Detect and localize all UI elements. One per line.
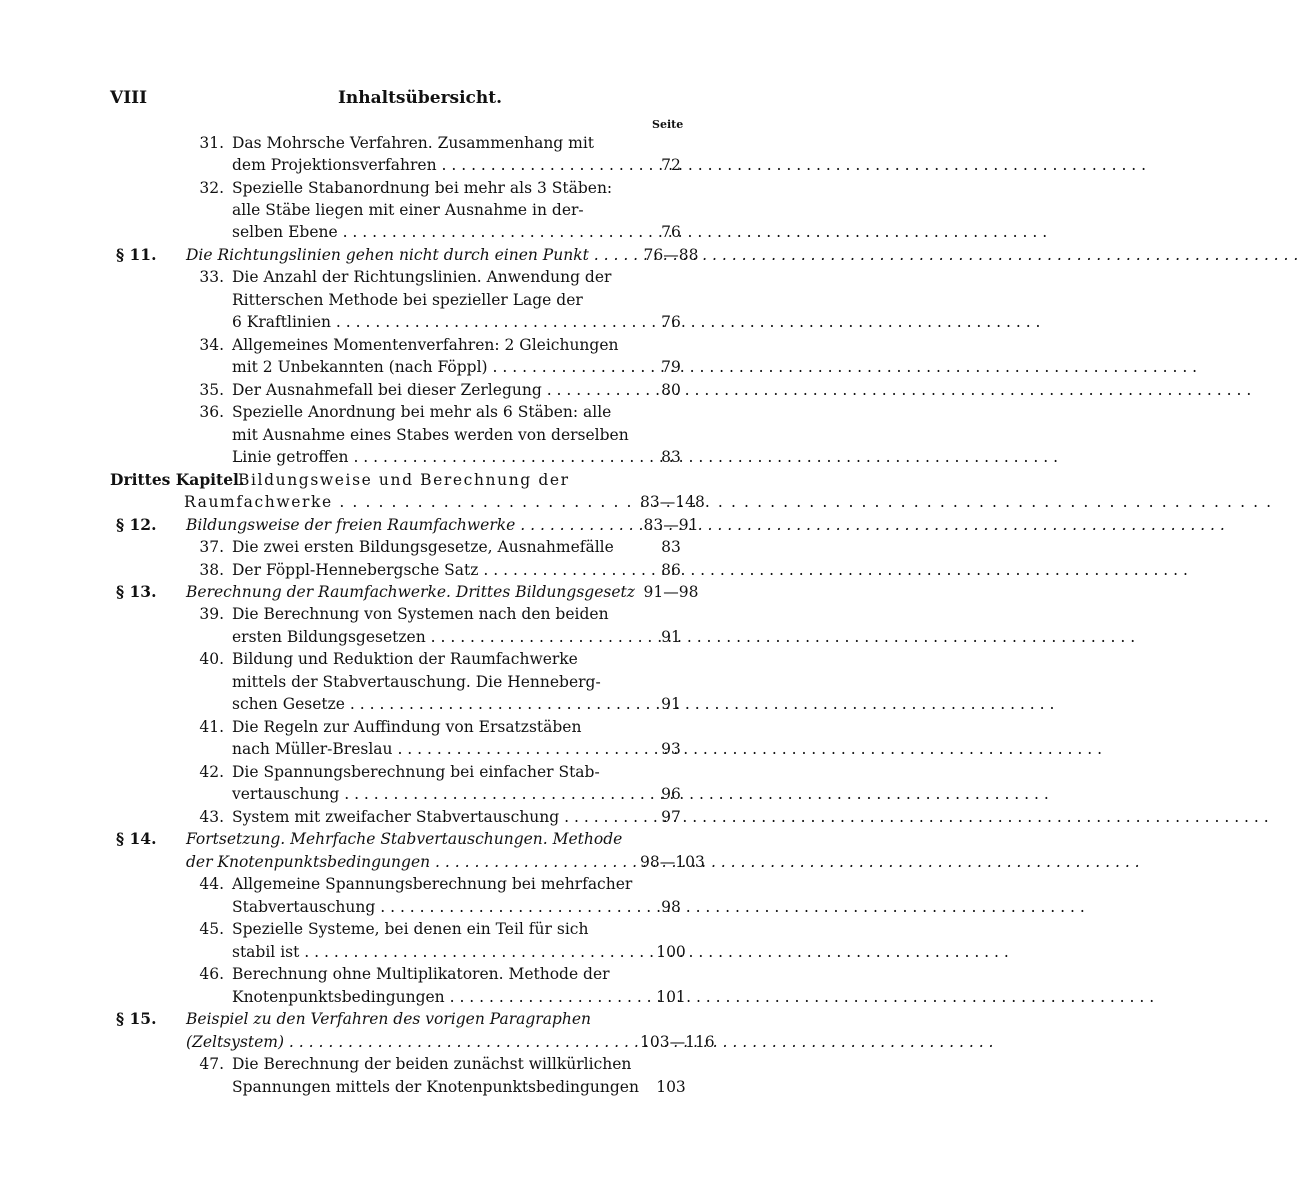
entry-text: Die Regeln zur Auffindung von Ersatzstäben bbox=[232, 718, 582, 736]
toc-line bbox=[0, 1008, 840, 1030]
entry-text: alle Stäbe liegen mit einer Ausnahme in der- bbox=[232, 201, 584, 219]
entry-text: Allgemeines Momentenverfahren: 2 Gleichungen bbox=[232, 336, 619, 354]
toc-line bbox=[0, 828, 840, 850]
entry-number: 31. bbox=[199, 134, 224, 152]
toc-line bbox=[0, 918, 840, 940]
entry-text: ersten Bildungsgesetzen . . . bbox=[232, 626, 628, 648]
toc-line bbox=[0, 716, 840, 738]
entry-text: Die Berechnung von Systemen nach den beiden bbox=[232, 605, 609, 623]
entry-number: 45. bbox=[199, 920, 224, 938]
entry-number: 37. bbox=[199, 538, 224, 556]
entry-page: 83 bbox=[661, 448, 681, 466]
entry-text: Knotenpunktsbedingungen . . . bbox=[232, 986, 628, 1008]
entry-text: dem Projektionsverfahren . . . bbox=[232, 154, 628, 176]
toc-line bbox=[0, 244, 840, 266]
entry-text: 6 Kraftlinien . . . bbox=[232, 311, 628, 333]
entry-text: Die Berechnung der beiden zunächst willkürlichen bbox=[232, 1055, 632, 1073]
entry-text: Das Mohrsche Verfahren. Zusammenhang mit bbox=[232, 134, 595, 152]
entry-text: Der Ausnahmefall bei dieser Zerlegung . . . bbox=[232, 379, 628, 401]
toc-line bbox=[0, 199, 840, 221]
toc-line bbox=[0, 1031, 840, 1053]
section-number: § 13. bbox=[116, 582, 157, 601]
entry-page: 76 bbox=[661, 313, 681, 331]
toc-line bbox=[0, 514, 840, 536]
toc-line bbox=[0, 671, 840, 693]
entry-page: 83 bbox=[661, 538, 681, 556]
entry-page: 98 bbox=[661, 898, 681, 916]
entry-page: 91 bbox=[661, 695, 681, 713]
page-number-roman: VIII bbox=[110, 88, 148, 108]
entry-text: Ritterschen Methode bei spezieller Lage der bbox=[232, 291, 583, 309]
toc-line bbox=[0, 1076, 840, 1098]
entry-number: 40. bbox=[199, 650, 224, 668]
toc-line bbox=[0, 266, 840, 288]
toc-line bbox=[0, 873, 840, 895]
toc-line bbox=[0, 536, 840, 558]
entry-text: Spannungen mittels der Knotenpunktsbedingungen bbox=[232, 1078, 639, 1096]
entry-page: 97 bbox=[661, 808, 681, 826]
entry-number: 42. bbox=[199, 763, 224, 781]
section-number: § 15. bbox=[116, 1009, 157, 1028]
section-title: Beispiel zu den Verfahren des vorigen Paragraphen bbox=[186, 1010, 591, 1028]
toc-line bbox=[0, 783, 840, 805]
entry-number: 46. bbox=[199, 965, 224, 983]
toc-line bbox=[0, 693, 840, 715]
entry-number: 32. bbox=[199, 179, 224, 197]
entry-text: Die zwei ersten Bildungsgesetze, Ausnahmefälle bbox=[232, 538, 614, 556]
toc-line bbox=[0, 603, 840, 625]
toc-line bbox=[0, 963, 840, 985]
toc-line bbox=[0, 581, 840, 603]
entry-text: Berechnung ohne Multiplikatoren. Methode der bbox=[232, 965, 610, 983]
toc-line bbox=[0, 154, 840, 176]
toc-line bbox=[0, 761, 840, 783]
entry-number: 43. bbox=[199, 808, 224, 826]
toc-line bbox=[0, 424, 840, 446]
toc-line bbox=[0, 806, 840, 828]
entry-page: 91 bbox=[661, 628, 681, 646]
toc-line bbox=[0, 289, 840, 311]
toc-line bbox=[0, 986, 840, 1008]
entry-page: 79 bbox=[661, 358, 681, 376]
entry-text: Linie getroffen . . . bbox=[232, 446, 628, 468]
section-number: § 11. bbox=[116, 245, 157, 264]
entry-number: 47. bbox=[199, 1055, 224, 1073]
entry-number: 33. bbox=[199, 268, 224, 286]
entry-page: 83—148 bbox=[640, 493, 705, 511]
entry-page: 80 bbox=[661, 381, 681, 399]
entry-number: 44. bbox=[199, 875, 224, 893]
section-title: (Zeltsystem) . . . bbox=[186, 1031, 628, 1053]
entry-text: Bildung und Reduktion der Raumfachwerke bbox=[232, 650, 578, 668]
entry-text: System mit zweifacher Stabvertauschung . . . bbox=[232, 806, 628, 828]
chapter-title: Bildungsweise und Berechnung der bbox=[238, 471, 570, 489]
page-column-label: Seite bbox=[652, 118, 684, 131]
entry-text: selben Ebene . . . bbox=[232, 221, 628, 243]
toc-line bbox=[0, 648, 840, 670]
chapter-heading: Drittes Kapitel. bbox=[110, 470, 245, 489]
toc-line bbox=[0, 626, 840, 648]
toc-line bbox=[0, 356, 840, 378]
entry-page: 100 bbox=[656, 943, 686, 961]
toc-line bbox=[0, 311, 840, 333]
toc-line bbox=[0, 446, 840, 468]
toc-line bbox=[0, 491, 840, 513]
entry-page: 76 bbox=[661, 223, 681, 241]
entry-page: 98—103 bbox=[640, 853, 705, 871]
section-title: Fortsetzung. Mehrfache Stabvertauschungen. Methode bbox=[186, 830, 623, 848]
entry-page: 83—91 bbox=[643, 516, 699, 534]
entry-text: Spezielle Anordnung bei mehr als 6 Stäben: alle bbox=[232, 403, 612, 421]
entry-text: nach Müller-Breslau . . . bbox=[232, 738, 628, 760]
section-title: Die Richtungslinien gehen nicht durch einen Punkt . . . bbox=[186, 244, 628, 266]
toc-line bbox=[0, 132, 840, 154]
entry-page: 103 bbox=[656, 1078, 686, 1096]
entry-page: 91—98 bbox=[643, 583, 699, 601]
entry-text: Spezielle Systeme, bei denen ein Teil für sich bbox=[232, 920, 589, 938]
entry-page: 103—116 bbox=[640, 1033, 715, 1051]
entry-number: 38. bbox=[199, 561, 224, 579]
section-number: § 12. bbox=[116, 515, 157, 534]
toc-line bbox=[0, 469, 840, 491]
entry-number: 36. bbox=[199, 403, 224, 421]
toc-line bbox=[0, 334, 840, 356]
section-title: der Knotenpunktsbedingungen . . . bbox=[186, 851, 628, 873]
toc-line bbox=[0, 379, 840, 401]
entry-text: Allgemeine Spannungsberechnung bei mehrfacher bbox=[232, 875, 633, 893]
entry-text: mit 2 Unbekannten (nach Föppl) . . . bbox=[232, 356, 628, 378]
entry-text: mit Ausnahme eines Stabes werden von derselben bbox=[232, 426, 629, 444]
page-title: Inhaltsübersicht. bbox=[337, 88, 503, 108]
entry-page: 72 bbox=[661, 156, 681, 174]
entry-page: 86 bbox=[661, 561, 681, 579]
entry-number: 39. bbox=[199, 605, 224, 623]
entry-text: Die Anzahl der Richtungslinien. Anwendung der bbox=[232, 268, 612, 286]
toc-line bbox=[0, 1053, 840, 1075]
toc-line bbox=[0, 851, 840, 873]
chapter-title: Raumfachwerke . . . bbox=[184, 491, 628, 513]
toc-line bbox=[0, 941, 840, 963]
entry-text: Die Spannungsberechnung bei einfacher Stab- bbox=[232, 763, 600, 781]
section-number: § 14. bbox=[116, 829, 157, 848]
entry-text: vertauschung . . . bbox=[232, 783, 628, 805]
toc-line bbox=[0, 559, 840, 581]
entry-text: stabil ist . . . bbox=[232, 941, 628, 963]
entry-number: 34. bbox=[199, 336, 224, 354]
entry-text: Der Föppl-Hennebergsche Satz . . . bbox=[232, 559, 628, 581]
toc-line bbox=[0, 401, 840, 423]
toc-line bbox=[0, 738, 840, 760]
toc-line bbox=[0, 221, 840, 243]
section-title: Berechnung der Raumfachwerke. Drittes Bildungsgesetz bbox=[186, 583, 635, 601]
entry-text: Stabvertauschung . . . bbox=[232, 896, 628, 918]
entry-text: Spezielle Stabanordnung bei mehr als 3 Stäben: bbox=[232, 179, 613, 197]
toc-line bbox=[0, 896, 840, 918]
entry-page: 93 bbox=[661, 740, 681, 758]
toc-line bbox=[0, 177, 840, 199]
entry-text: mittels der Stabvertauschung. Die Henneberg- bbox=[232, 673, 601, 691]
entry-text: schen Gesetze . . . bbox=[232, 693, 628, 715]
entry-page: 96 bbox=[661, 785, 681, 803]
entry-number: 35. bbox=[199, 381, 224, 399]
section-title: Bildungsweise der freien Raumfachwerke . . . bbox=[186, 514, 628, 536]
entry-page: 76—88 bbox=[643, 246, 699, 264]
entry-page: 101 bbox=[656, 988, 686, 1006]
entry-number: 41. bbox=[199, 718, 224, 736]
